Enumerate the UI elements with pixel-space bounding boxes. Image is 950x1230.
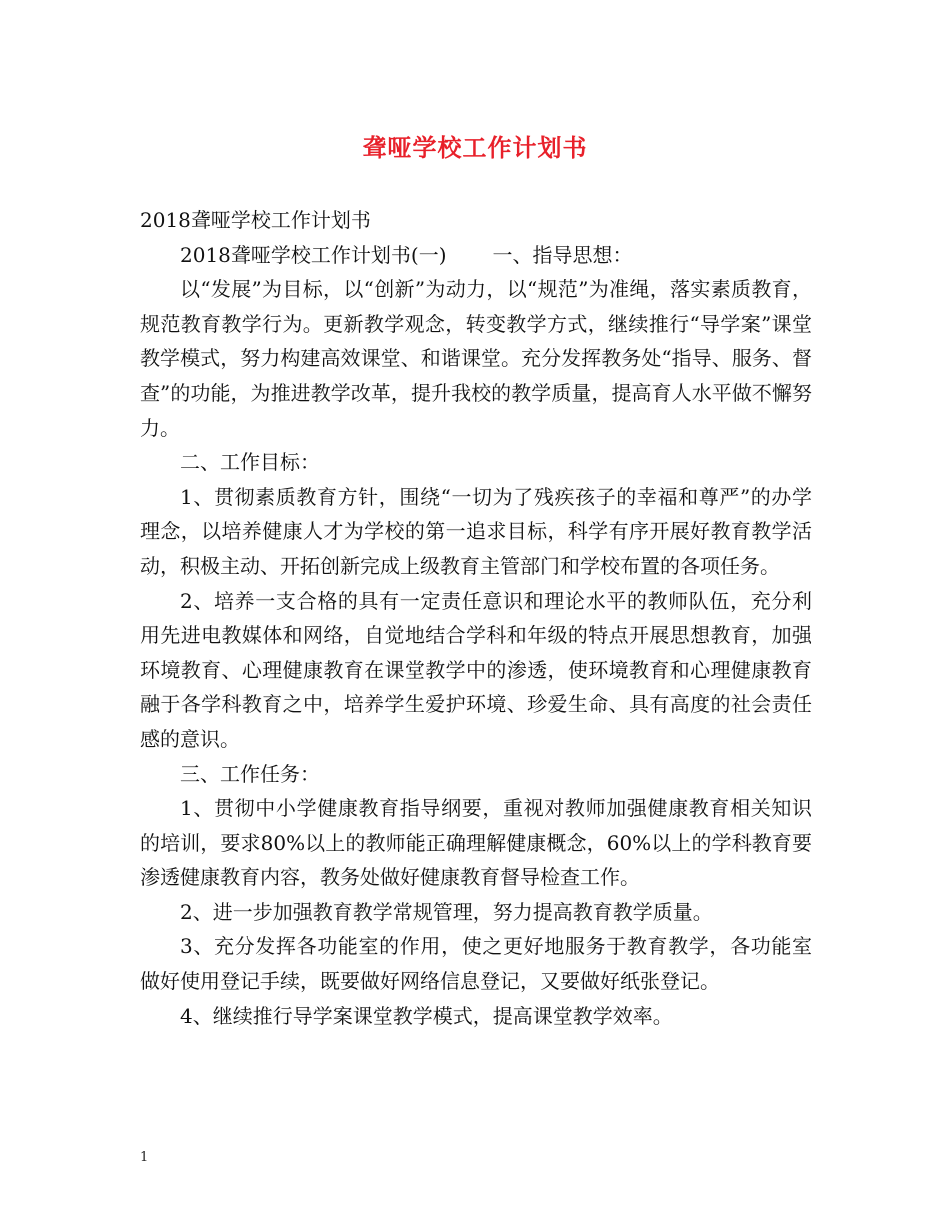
paragraph-task-2: 2、进一步加强教育教学常规管理，努力提高教育教学质量。 bbox=[180, 899, 713, 924]
section-heading-guiding-ideology: 一、指导思想： bbox=[492, 242, 633, 267]
paragraph-guiding-ideology: 以“发展”为目标，以“创新”为动力，以“规范”为准绳，落实素质教育，规范教育教学行为。更新教学观念，转变教学方式，继续推行“导学案”课堂教学模式，努力构建高效课堂、和谐课堂。充分发挥教务处“指导、服务、督查”的功能，为推进教学改革，提升我校的教学质量，提高育人水平做不懈努力。 bbox=[140, 277, 812, 440]
document-subtitle: 2018聋哑学校工作计划书 bbox=[140, 208, 371, 232]
section-heading-work-goals: 二、工作目标： bbox=[180, 450, 320, 475]
paragraph-task-1: 1、贯彻中小学健康教育指导纲要，重视对教师加强健康教育相关知识的培训，要求80%以上的教师能正确理解健康概念，60%以上的学科教育要渗透健康教育内容，教务处做好健康教育督导检查工作。 bbox=[140, 796, 812, 890]
paragraph-goal-1: 1、贯彻素质教育方针，围绕“一切为了残疾孩子的幸福和尊严”的办学理念，以培养健康人才为学校的第一追求目标，科学有序开展好教育教学活动，积极主动、开拓创新完成上级教育主管部门和学校布置的各项任务。 bbox=[140, 484, 812, 578]
paragraph-goal-2: 2、培养一支合格的具有一定责任意识和理论水平的教师队伍，充分利用先进电教媒体和网络，自觉地结合学科和年级的特点开展思想教育，加强环境教育、心理健康教育在课堂教学中的渗透，使环境教育和心理健康教育融于各学科教育之中，培养学生爱护环境、珍爱生命、具有高度的社会责任感的意识。 bbox=[140, 588, 812, 751]
part-heading: 2018聋哑学校工作计划书(一) bbox=[180, 242, 447, 267]
document-title: 聋哑学校工作计划书 bbox=[362, 133, 588, 162]
paragraph-task-3: 3、充分发挥各功能室的作用，使之更好地服务于教育教学，各功能室做好使用登记手续，既要做好网络信息登记，又要做好纸张登记。 bbox=[140, 934, 812, 994]
document-body bbox=[140, 203, 812, 1033]
part-heading-line bbox=[140, 238, 812, 273]
paragraph-task-4: 4、继续推行导学案课堂教学模式，提高课堂教学效率。 bbox=[180, 1003, 673, 1028]
page-number: 1 bbox=[140, 1150, 149, 1165]
section-heading-work-tasks: 三、工作任务： bbox=[180, 761, 320, 786]
